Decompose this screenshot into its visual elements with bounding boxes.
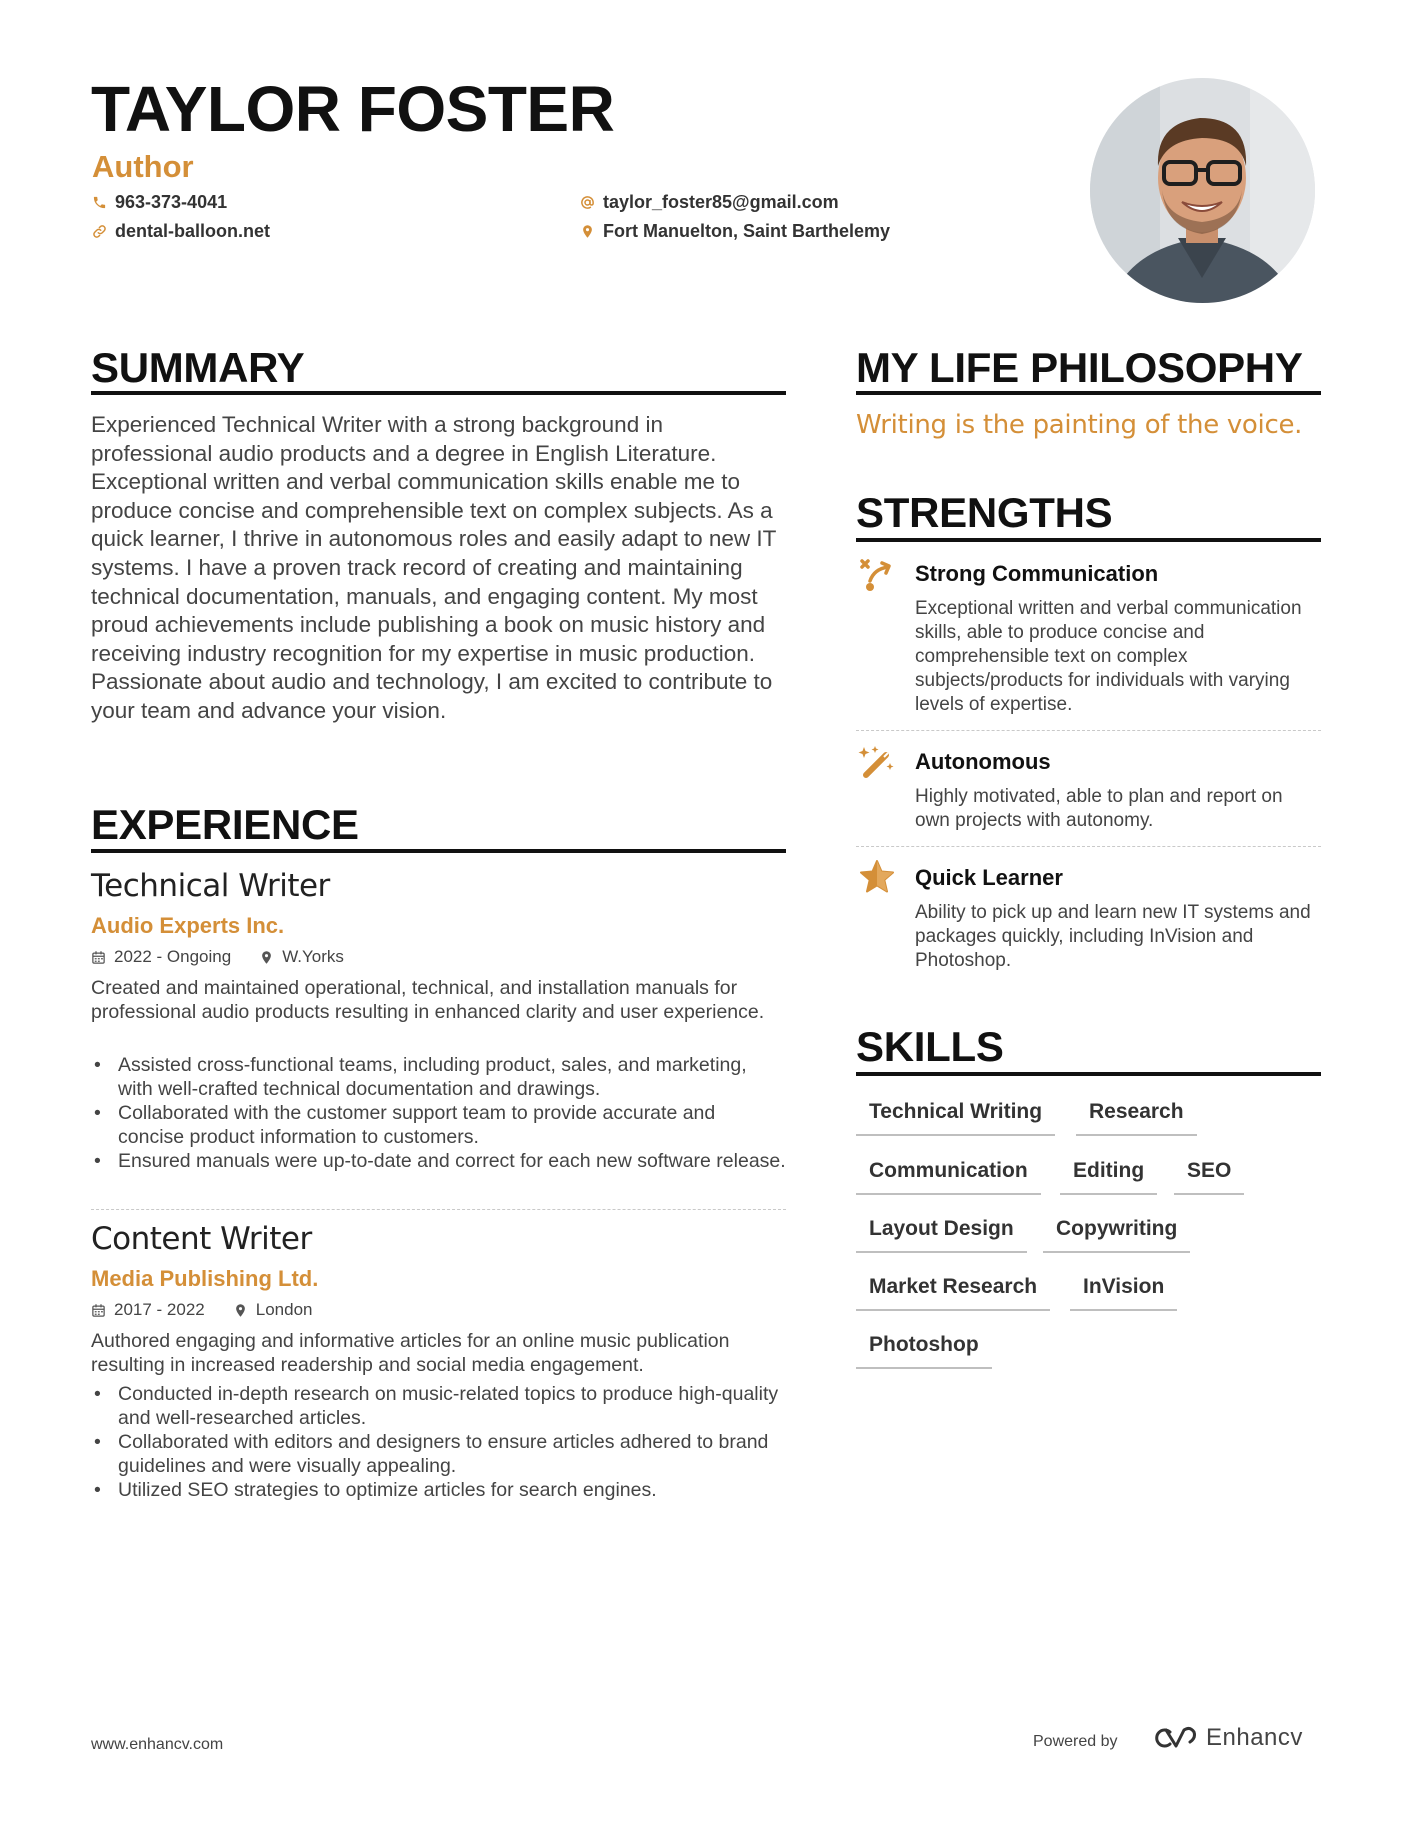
skill-tag: Layout Design bbox=[856, 1216, 1027, 1253]
footer-brand: Enhancv bbox=[1206, 1724, 1303, 1751]
contact-phone bbox=[92, 192, 227, 214]
contact-location bbox=[580, 221, 890, 243]
job-location: London bbox=[255, 1300, 313, 1319]
skill-tag: Copywriting bbox=[1043, 1216, 1190, 1253]
job-company: Media Publishing Ltd. bbox=[91, 1266, 319, 1291]
job-bullet: • Utilized SEO strategies to optimize articles for search engines. bbox=[91, 1478, 786, 1502]
contact-email[interactable] bbox=[580, 192, 839, 214]
phone-text: 963-373-4041 bbox=[115, 192, 228, 212]
job-bullet: • Collaborated with the customer support team to provide accurate and concise product information to customers. bbox=[91, 1101, 786, 1149]
candidate-role: Author bbox=[92, 149, 194, 184]
strength-title: Strong Communication bbox=[915, 561, 1159, 586]
strength-separator bbox=[856, 730, 1321, 731]
skill-tag: Editing bbox=[1060, 1158, 1157, 1195]
magic-wand-icon bbox=[858, 743, 896, 781]
job-meta bbox=[91, 1300, 312, 1320]
philosophy-quote: Writing is the painting of the voice. bbox=[856, 410, 1303, 440]
profile-photo bbox=[1090, 78, 1315, 303]
job-bullet: • Ensured manuals were up-to-date and correct for each new software release. bbox=[91, 1149, 786, 1173]
footer-powered-by: Powered by bbox=[1033, 1733, 1118, 1750]
strength-separator bbox=[856, 846, 1321, 847]
skill-tag: Photoshop bbox=[856, 1332, 992, 1369]
skill-tag: Communication bbox=[856, 1158, 1041, 1195]
philosophy-rule bbox=[856, 391, 1321, 395]
summary-heading: SUMMARY bbox=[91, 344, 305, 391]
strengths-heading: STRENGTHS bbox=[856, 489, 1113, 536]
website-text[interactable]: dental-balloon.net bbox=[115, 221, 270, 241]
job-description: Authored engaging and informative articles for an online music publication resulting in increased readership and social media engagement. bbox=[91, 1330, 730, 1376]
job-dates: 2017 - 2022 bbox=[114, 1300, 205, 1319]
skill-tag: SEO bbox=[1174, 1158, 1244, 1195]
star-icon bbox=[858, 858, 896, 896]
job-title: Content Writer bbox=[91, 1221, 312, 1257]
calendar-icon bbox=[91, 950, 106, 965]
enhancv-logo-icon bbox=[1150, 1724, 1198, 1752]
email-text[interactable]: taylor_foster85@gmail.com bbox=[603, 192, 839, 212]
summary-text: Experienced Technical Writer with a strong background in professional audio products and a degree in English Literature. Exceptional written and verbal communication skills enable me to produce concise and comprehensible text on complex subjects. As a quick learner, I thrive in autonomous roles and easily adapt to new IT systems. I have a proven track record of creating and maintaining technical documentation, manuals, and engaging content. My most proud achievements include publishing a book on music history and receiving industry recognition for my expertise in music production. Passionate about audio and technology, I am excited to contribute to your team and advance your vision. bbox=[91, 412, 776, 723]
job-bullet: • Assisted cross-functional teams, including product, sales, and marketing, with well-crafted technical documentation and drawings. bbox=[91, 1053, 786, 1101]
at-icon bbox=[580, 195, 595, 210]
skill-tag: Research bbox=[1076, 1099, 1197, 1136]
footer-url[interactable]: www.enhancv.com bbox=[91, 1736, 224, 1753]
location-text: Fort Manuelton, Saint Barthelemy bbox=[603, 221, 891, 241]
footer-logo[interactable] bbox=[1150, 1724, 1303, 1752]
strength-description: Exceptional written and verbal communication skills, able to produce concise and comprehensible text on complex subjects/products for individuals with varying levels of expertise. bbox=[915, 598, 1302, 715]
strength-title: Autonomous bbox=[915, 749, 1051, 774]
job-meta bbox=[91, 947, 344, 967]
skill-tag: Technical Writing bbox=[856, 1099, 1055, 1136]
phone-icon bbox=[92, 195, 107, 210]
experience-rule bbox=[91, 849, 786, 853]
experience-heading: EXPERIENCE bbox=[91, 801, 359, 848]
job-dates: 2022 - Ongoing bbox=[114, 947, 232, 966]
skills-heading: SKILLS bbox=[856, 1023, 1004, 1070]
location-pin-icon bbox=[259, 950, 274, 965]
job-description: Created and maintained operational, technical, and installation manuals for professional audio products resulting in enhanced clarity and user experience. bbox=[91, 977, 765, 1023]
skill-tag: InVision bbox=[1070, 1274, 1177, 1311]
job-separator bbox=[91, 1209, 786, 1210]
strength-description: Highly motivated, able to plan and report on own projects with autonomy. bbox=[915, 786, 1283, 831]
strategy-icon bbox=[858, 557, 896, 595]
job-bullets bbox=[91, 1382, 786, 1502]
philosophy-heading: MY LIFE PHILOSOPHY bbox=[856, 344, 1303, 391]
location-pin-icon bbox=[580, 224, 595, 239]
candidate-name: TAYLOR FOSTER bbox=[91, 73, 615, 145]
skill-tag: Market Research bbox=[856, 1274, 1050, 1311]
job-bullet: • Collaborated with editors and designers to ensure articles adhered to brand guidelines and were visually appealing. bbox=[91, 1430, 786, 1478]
job-title: Technical Writer bbox=[91, 868, 330, 904]
link-icon bbox=[92, 224, 107, 239]
job-bullets bbox=[91, 1053, 786, 1173]
strength-title: Quick Learner bbox=[915, 865, 1063, 890]
calendar-icon bbox=[91, 1303, 106, 1318]
contact-website[interactable] bbox=[92, 221, 270, 243]
strength-description: Ability to pick up and learn new IT systems and packages quickly, including InVision and Photoshop. bbox=[915, 902, 1311, 971]
job-location: W.Yorks bbox=[282, 947, 344, 966]
strengths-rule bbox=[856, 538, 1321, 542]
job-company: Audio Experts Inc. bbox=[91, 913, 285, 938]
skills-rule bbox=[856, 1072, 1321, 1076]
location-pin-icon bbox=[233, 1303, 248, 1318]
summary-rule bbox=[91, 391, 786, 395]
job-bullet: • Conducted in-depth research on music-related topics to produce high-quality and well-researched articles. bbox=[91, 1382, 786, 1430]
portrait-illustration bbox=[1090, 78, 1315, 303]
